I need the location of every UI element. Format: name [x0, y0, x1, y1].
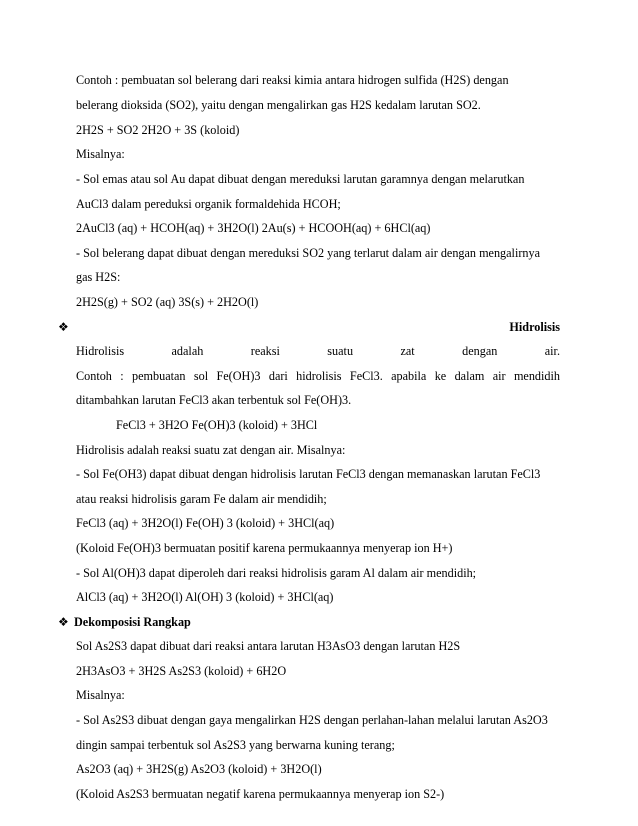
text-line: - Sol belerang dapat dibuat dengan mereduksi SO2 yang terlarut dalam air dengan mengalirnya [76, 246, 540, 260]
text-line: Contoh : pembuatan sol belerang dari reaksi kimia antara hidrogen sulfida (H2S) dengan [76, 73, 509, 87]
text-line: ditambahkan larutan FeCl3 akan terbentuk sol Fe(OH)3. [76, 393, 352, 407]
justified-text-line: Contoh : pembuatan sol Fe(OH)3 dari hidrolisis FeCl3. apabila ke dalam air mendidih [76, 369, 560, 383]
equation-line: 2AuCl3 (aq) + HCOH(aq) + 3H2O(l) 2Au(s) + HCOOH(aq) + 6HCl(aq) [76, 221, 431, 235]
text-line: - Sol As2S3 dibuat dengan gaya mengalirkan H2S dengan perlahan-lahan melalui larutan As2O3 [76, 713, 548, 727]
text-line: - Sol Fe(OH3) dapat dibuat dengan hidrolisis larutan FeCl3 dengan memanaskan larutan FeCl3 [76, 467, 541, 481]
equation-line: As2O3 (aq) + 3H2S(g) As2O3 (koloid) + 3H2O(l) [76, 762, 322, 776]
text-line: AuCl3 dalam pereduksi organik formaldehida HCOH; [76, 197, 341, 211]
diamond-bullet-icon: ❖ [58, 320, 69, 334]
section-heading-dekomposisi [58, 614, 560, 630]
text-line: dingin sampai terbentuk sol As2S3 yang berwarna kuning terang; [76, 738, 395, 752]
text-line: Hidrolisis adalah reaksi suatu zat dengan air. Misalnya: [76, 443, 346, 457]
equation-line: 2H2S + SO2 2H2O + 3S (koloid) [76, 123, 240, 137]
text-line: belerang dioksida (SO2), yaitu dengan mengalirkan gas H2S kedalam larutan SO2. [76, 98, 481, 112]
diamond-bullet-icon: ❖ [58, 615, 69, 629]
text-line: gas H2S: [76, 270, 121, 284]
text-line: atau reaksi hidrolisis garam Fe dalam air mendidih; [76, 492, 327, 506]
text-line: (Koloid Fe(OH)3 bermuatan positif karena permukaannya menyerap ion H+) [76, 541, 453, 555]
text-line: Sol As2S3 dapat dibuat dari reaksi antara larutan H3AsO3 dengan larutan H2S [76, 639, 461, 653]
equation-line: FeCl3 (aq) + 3H2O(l) Fe(OH) 3 (koloid) + 3HCl(aq) [76, 516, 335, 530]
text-line: Misalnya: [76, 688, 125, 702]
text-line: Misalnya: [76, 147, 125, 161]
text-line: (Koloid As2S3 bermuatan negatif karena permukaannya menyerap ion S2-) [76, 787, 445, 801]
text-line: - Sol Al(OH)3 dapat diperoleh dari reaksi hidrolisis garam Al dalam air mendidih; [76, 566, 477, 580]
heading-hidrolisis-label: Hidrolisis [509, 320, 560, 334]
equation-line: FeCl3 + 3H2O Fe(OH)3 (koloid) + 3HCl [116, 418, 318, 432]
equation-line: 2H3AsO3 + 3H2S As2S3 (koloid) + 6H2O [76, 664, 287, 678]
equation-line: 2H2S(g) + SO2 (aq) 3S(s) + 2H2O(l) [76, 295, 259, 309]
text-line: - Sol emas atau sol Au dapat dibuat dengan mereduksi larutan garamnya dengan melarutkan [76, 172, 525, 186]
heading-dekomposisi-label: Dekomposisi Rangkap [74, 615, 191, 629]
equation-line: AlCl3 (aq) + 3H2O(l) Al(OH) 3 (koloid) + 3HCl(aq) [76, 590, 334, 604]
justified-text-line: Hidrolisis adalah reaksi suatu zat dengan air. [76, 344, 560, 358]
